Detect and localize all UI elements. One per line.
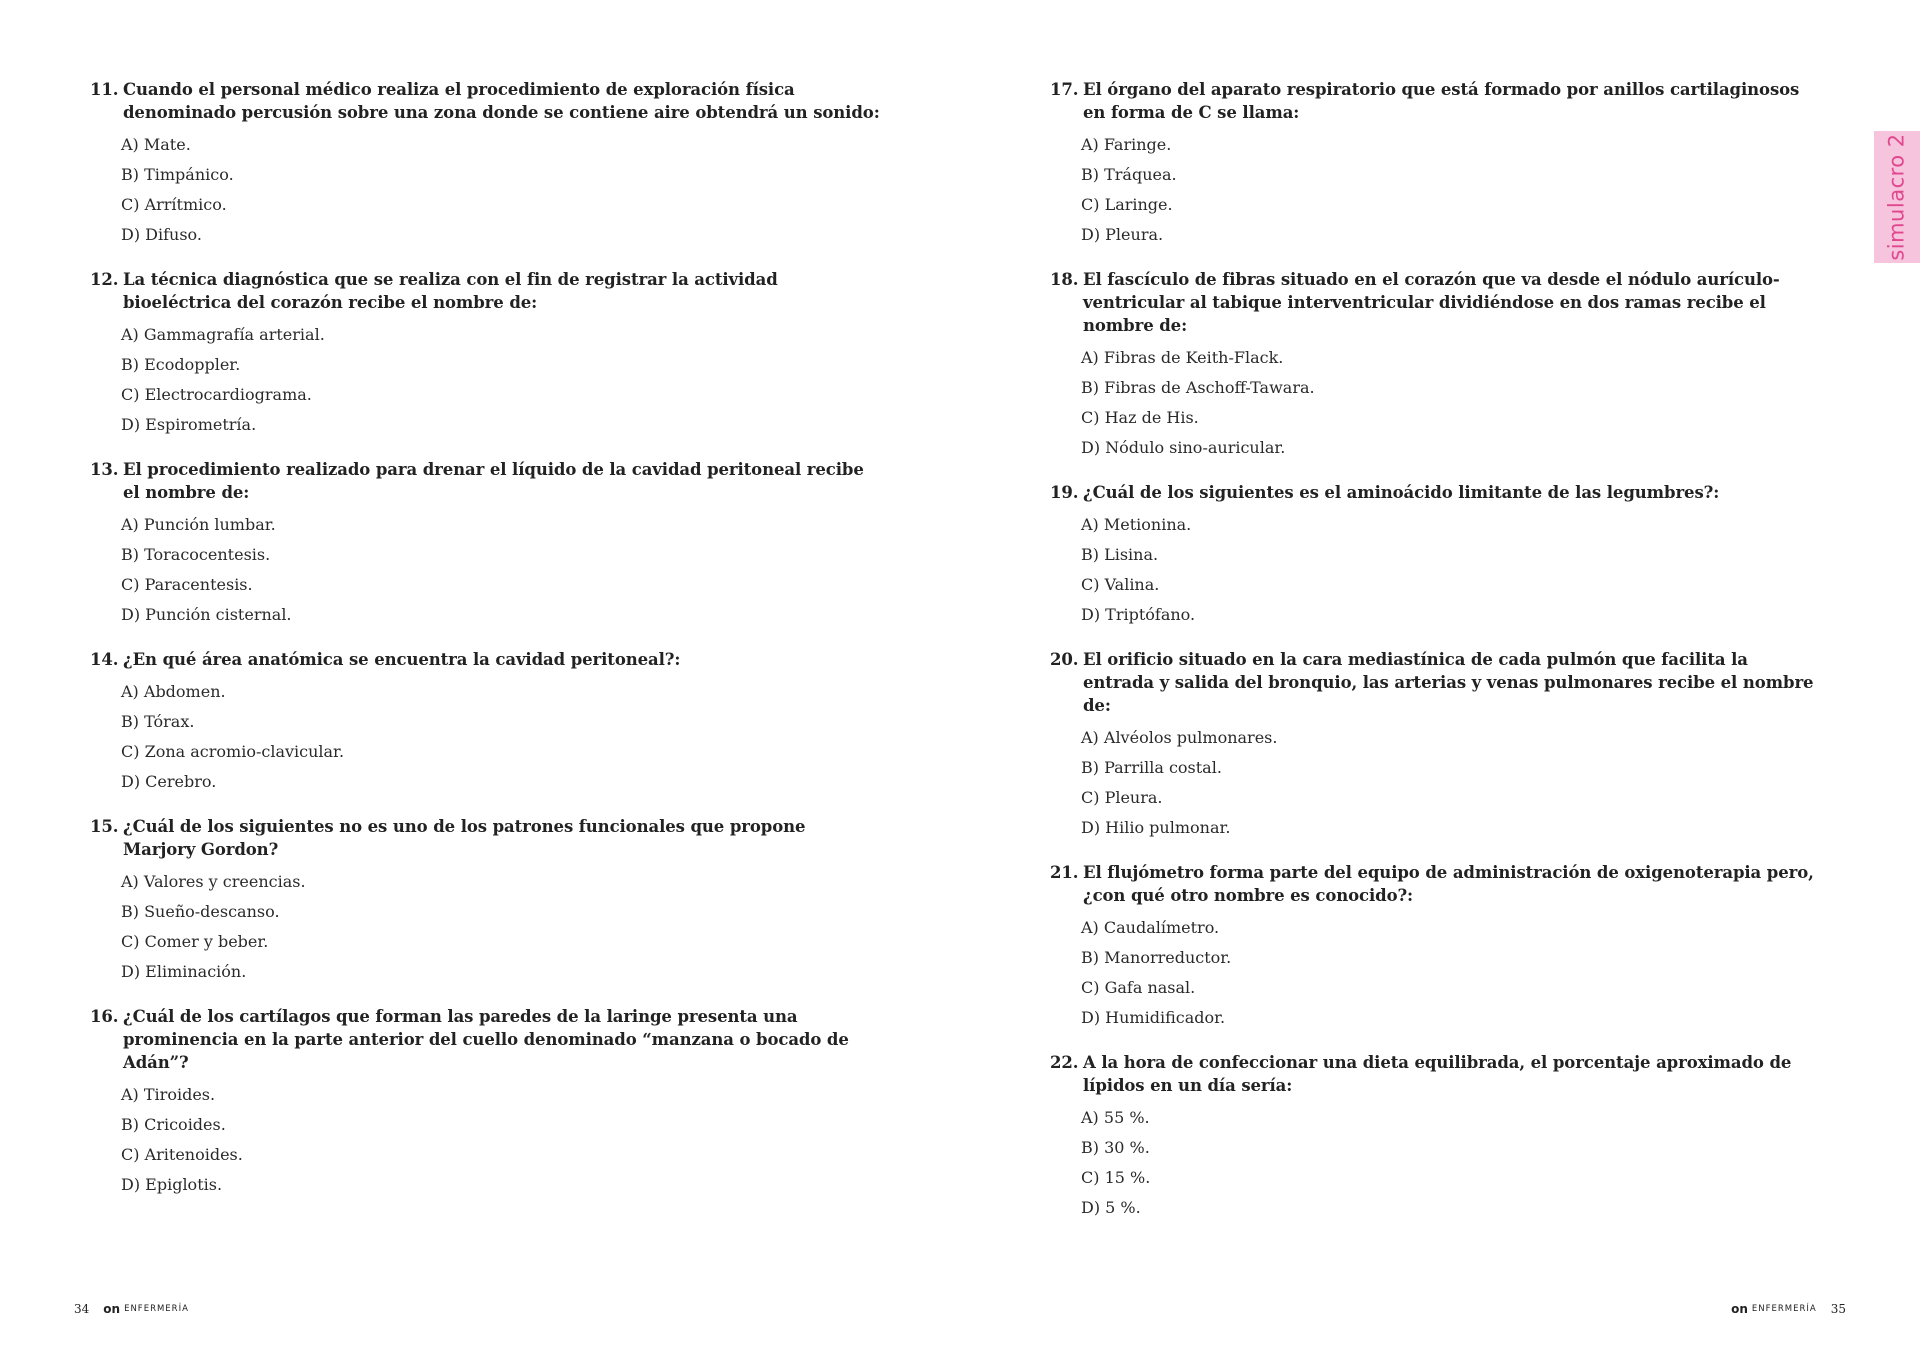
question-block — [90, 458, 880, 630]
answer-options — [1050, 1103, 1820, 1223]
footer-left — [74, 1302, 189, 1316]
section-tab-label: simulacro 2 — [1885, 133, 1910, 261]
brand-logo-on: on — [1731, 1302, 1748, 1316]
answer-options — [90, 510, 880, 630]
question-heading — [90, 1005, 880, 1074]
question-heading — [90, 458, 880, 504]
answer-option: C) Zona acromio-clavicular. — [121, 742, 345, 761]
question-number: 11. — [90, 80, 119, 99]
answer-options — [90, 867, 880, 987]
question-block — [1050, 861, 1820, 1033]
answer-option: D) Cerebro. — [121, 772, 217, 791]
answer-option: C) Gafa nasal. — [1081, 978, 1196, 997]
answer-option: D) Epiglotis. — [121, 1175, 223, 1194]
answer-options — [90, 1080, 880, 1200]
answer-option: A) Caudalímetro. — [1081, 918, 1220, 937]
question-text: El flujómetro forma parte del equipo de administración de oxigenoterapia pero, ¿con qué otro nombre es conocido?: — [1083, 863, 1814, 905]
question-heading — [1050, 648, 1820, 717]
question-number: 16. — [90, 1007, 119, 1026]
question-block — [90, 268, 880, 440]
answer-option: B) Parrilla costal. — [1081, 758, 1222, 777]
question-number: 14. — [90, 650, 119, 669]
question-block — [90, 648, 880, 797]
question-block — [1050, 78, 1820, 250]
answer-options — [1050, 510, 1820, 630]
question-text: El fascículo de fibras situado en el corazón que va desde el nódulo aurículo-ventricular al tabique interventricular dividiéndose en dos ramas recibe el nombre de: — [1083, 270, 1780, 335]
question-block — [90, 815, 880, 987]
question-heading — [1050, 481, 1820, 504]
answer-option: B) Ecodoppler. — [121, 355, 241, 374]
question-heading — [90, 268, 880, 314]
answer-option: B) Lisina. — [1081, 545, 1159, 564]
answer-option: C) Arrítmico. — [121, 195, 227, 214]
answer-option: C) Haz de His. — [1081, 408, 1199, 427]
question-text: A la hora de confeccionar una dieta equilibrada, el porcentaje aproximado de lípidos en un día sería: — [1083, 1053, 1792, 1095]
question-number: 21. — [1050, 863, 1079, 882]
answer-option: D) Eliminación. — [121, 962, 247, 981]
section-tab — [1874, 131, 1920, 263]
question-heading — [1050, 1051, 1820, 1097]
answer-option: A) Alvéolos pulmonares. — [1081, 728, 1278, 747]
question-block — [1050, 1051, 1820, 1223]
answer-option: D) Punción cisternal. — [121, 605, 292, 624]
brand-logo-name: ENFERMERÍA — [1751, 1304, 1817, 1314]
answer-option: D) Espirometría. — [121, 415, 257, 434]
answer-option: B) Tórax. — [121, 712, 195, 731]
answer-option: D) Hilio pulmonar. — [1081, 818, 1231, 837]
answer-options — [1050, 343, 1820, 463]
question-text: ¿Cuál de los cartílagos que forman las paredes de la laringe presenta una prominencia en la parte anterior del cuello denominado “manzana o bocado de Adán”? — [123, 1007, 849, 1072]
answer-option: A) 55 %. — [1081, 1108, 1150, 1127]
answer-option: B) Cricoides. — [121, 1115, 226, 1134]
page-number-right: 35 — [1830, 1302, 1846, 1316]
right-column — [1050, 78, 1820, 1241]
footer-right — [1731, 1302, 1846, 1316]
question-number: 13. — [90, 460, 119, 479]
question-text: Cuando el personal médico realiza el procedimiento de exploración física denominado percusión sobre una zona donde se contiene aire obtendrá un sonido: — [123, 80, 880, 122]
question-block — [1050, 481, 1820, 630]
question-heading — [90, 815, 880, 861]
question-heading — [1050, 268, 1820, 337]
answer-option: D) Nódulo sino-auricular. — [1081, 438, 1286, 457]
answer-option: B) Toracocentesis. — [121, 545, 271, 564]
answer-option: B) Manorreductor. — [1081, 948, 1232, 967]
answer-option: D) Humidificador. — [1081, 1008, 1226, 1027]
question-number: 15. — [90, 817, 119, 836]
question-heading — [90, 78, 880, 124]
answer-option: C) Electrocardiograma. — [121, 385, 312, 404]
answer-option: C) Comer y beber. — [121, 932, 269, 951]
question-number: 17. — [1050, 80, 1079, 99]
question-text: ¿Cuál de los siguientes es el aminoácido limitante de las legumbres?: — [1083, 483, 1720, 502]
question-text: El procedimiento realizado para drenar el líquido de la cavidad peritoneal recibe el nombre de: — [123, 460, 864, 502]
answer-option: A) Valores y creencias. — [121, 872, 306, 891]
question-number: 19. — [1050, 483, 1079, 502]
left-column — [90, 78, 880, 1218]
answer-option: B) 30 %. — [1081, 1138, 1150, 1157]
answer-option: A) Faringe. — [1081, 135, 1172, 154]
answer-option: C) 15 %. — [1081, 1168, 1151, 1187]
question-number: 20. — [1050, 650, 1079, 669]
question-number: 22. — [1050, 1053, 1079, 1072]
question-text: ¿Cuál de los siguientes no es uno de los patrones funcionales que propone Marjory Gordon? — [123, 817, 806, 859]
answer-option: A) Gammagrafía arterial. — [121, 325, 325, 344]
question-number: 18. — [1050, 270, 1079, 289]
answer-option: D) 5 %. — [1081, 1198, 1141, 1217]
answer-option: A) Abdomen. — [121, 682, 226, 701]
answer-option: D) Difuso. — [121, 225, 202, 244]
question-block — [1050, 268, 1820, 463]
answer-option: C) Paracentesis. — [121, 575, 253, 594]
question-text: El órgano del aparato respiratorio que está formado por anillos cartilaginosos en forma de C se llama: — [1083, 80, 1800, 122]
question-heading — [1050, 78, 1820, 124]
answer-options — [1050, 130, 1820, 250]
answer-option: C) Valina. — [1081, 575, 1160, 594]
answer-option: D) Pleura. — [1081, 225, 1164, 244]
answer-option: B) Fibras de Aschoff-Tawara. — [1081, 378, 1315, 397]
answer-options — [90, 130, 880, 250]
question-number: 12. — [90, 270, 119, 289]
brand-logo-on: on — [103, 1302, 121, 1316]
answer-option: A) Mate. — [121, 135, 191, 154]
question-text: ¿En qué área anatómica se encuentra la cavidad peritoneal?: — [123, 650, 681, 669]
answer-option: A) Punción lumbar. — [121, 515, 276, 534]
answer-options — [90, 320, 880, 440]
answer-option: A) Metionina. — [1081, 515, 1192, 534]
answer-option: C) Laringe. — [1081, 195, 1173, 214]
question-heading — [90, 648, 880, 671]
question-heading — [1050, 861, 1820, 907]
answer-option: D) Triptófano. — [1081, 605, 1196, 624]
question-block — [1050, 648, 1820, 843]
question-text: El orificio situado en la cara mediastínica de cada pulmón que facilita la entrada y salida del bronquio, las arterias y venas pulmonares recibe el nombre de: — [1083, 650, 1814, 715]
answer-options — [1050, 723, 1820, 843]
question-block — [90, 78, 880, 250]
brand-logo-name: ENFERMERÍA — [124, 1304, 189, 1314]
answer-options — [1050, 913, 1820, 1033]
answer-option: B) Tráquea. — [1081, 165, 1177, 184]
answer-option: C) Pleura. — [1081, 788, 1163, 807]
answer-option: B) Timpánico. — [121, 165, 234, 184]
question-block — [90, 1005, 880, 1200]
answer-options — [90, 677, 880, 797]
answer-option: A) Fibras de Keith-Flack. — [1081, 348, 1284, 367]
answer-option: B) Sueño-descanso. — [121, 902, 280, 921]
answer-option: A) Tiroides. — [121, 1085, 216, 1104]
page-number-left: 34 — [74, 1302, 90, 1316]
answer-option: C) Aritenoides. — [121, 1145, 243, 1164]
question-text: La técnica diagnóstica que se realiza con el fin de registrar la actividad bioeléctrica del corazón recibe el nombre de: — [123, 270, 778, 312]
